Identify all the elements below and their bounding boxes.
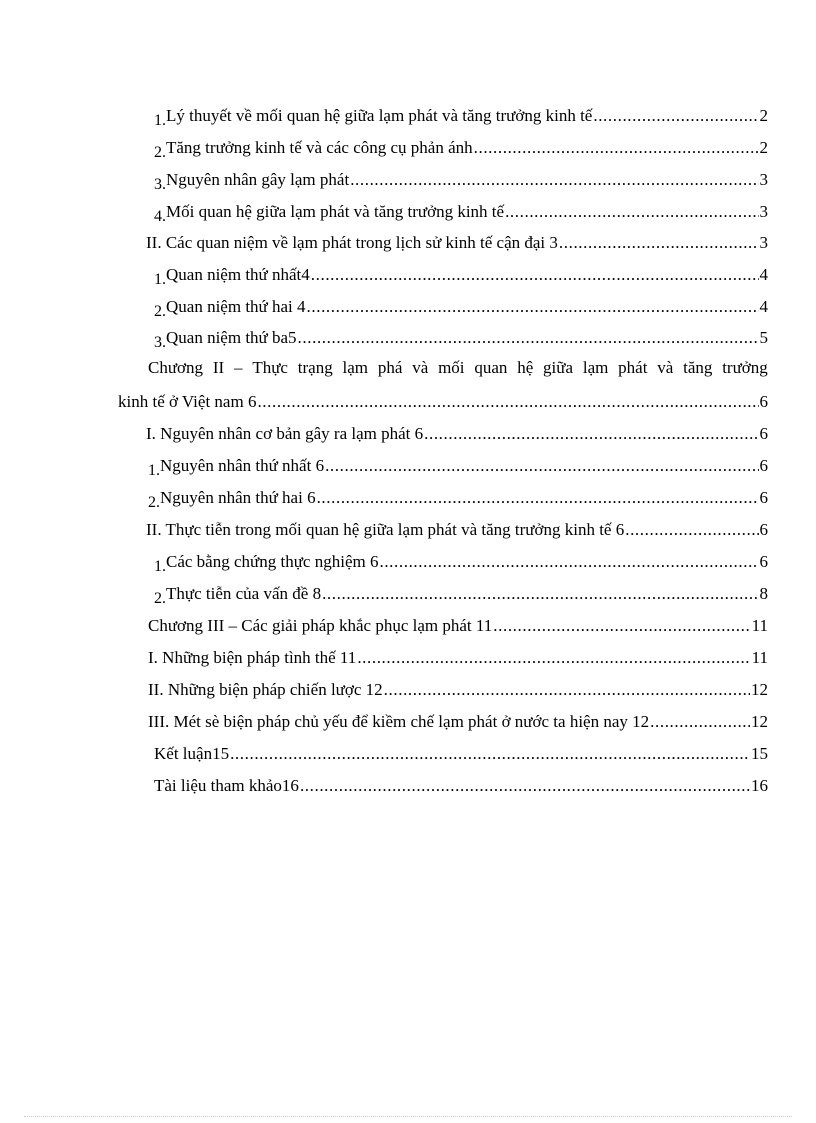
toc-entry[interactable] — [148, 680, 768, 700]
toc-entry-title: Lý thuyết về mối quan hệ giữa lạm phát và tăng trưởng kinh tế — [166, 106, 593, 125]
toc-entry-page: 15 — [751, 744, 768, 763]
toc-entry-title: Nguyên nhân gây lạm phát — [166, 170, 350, 189]
toc-dot-leader — [593, 106, 758, 126]
toc-entry-title: Mối quan hệ giữa lạm phát và tăng trưởng kinh tế — [166, 202, 505, 221]
toc-dot-leader — [505, 202, 758, 222]
toc-entry-number: 1. — [154, 112, 166, 129]
toc-dot-leader — [230, 744, 750, 764]
toc-entry-number: 3. — [154, 334, 166, 351]
toc-dot-leader — [357, 648, 750, 668]
toc-dot-leader — [625, 520, 758, 540]
toc-entry[interactable] — [148, 456, 768, 479]
toc-entry-title: Nguyên nhân thứ nhất 6 — [160, 456, 325, 475]
toc-dot-leader — [325, 456, 758, 476]
toc-dot-leader — [650, 712, 750, 732]
toc-entry-page: 11 — [751, 616, 768, 635]
toc-word: tăng — [683, 358, 713, 377]
toc-word: Chương — [148, 358, 204, 377]
toc-entry-page: 6 — [759, 424, 768, 443]
toc-word: hệ — [517, 358, 534, 377]
toc-entry-title: I. Những biện pháp tình thế 11 — [148, 648, 357, 667]
toc-entry-page: 3 — [759, 202, 768, 221]
toc-entry[interactable] — [154, 265, 768, 288]
toc-entry[interactable] — [154, 552, 768, 575]
toc-entry[interactable] — [154, 776, 768, 796]
toc-word: II — [212, 358, 225, 377]
toc-entry-number: 1. — [154, 558, 166, 575]
toc-entry[interactable] — [146, 233, 768, 253]
toc-word: quan — [474, 358, 508, 377]
toc-entry-page: 6 — [759, 520, 768, 539]
toc-entry-number: 1. — [148, 462, 160, 479]
toc-dot-leader — [322, 584, 758, 604]
toc-entry-title: Các bằng chứng thực nghiệm 6 — [166, 552, 379, 571]
toc-entry[interactable] — [154, 584, 768, 607]
toc-word: giữa — [543, 358, 574, 377]
toc-entry-page: 6 — [759, 488, 768, 507]
toc-entry-page: 5 — [759, 328, 768, 347]
toc-entry-title: II. Các quan niệm về lạm phát trong lịch sử kinh tế cận đại 3 — [146, 233, 558, 252]
toc-word: trạng — [297, 358, 333, 377]
toc-entry-number: 2. — [154, 303, 166, 320]
toc-dot-leader — [424, 424, 758, 444]
toc-dot-leader — [307, 297, 759, 317]
toc-word: lạm — [582, 358, 609, 377]
toc-entry-title: I. Nguyên nhân cơ bản gây ra lạm phát 6 — [146, 424, 424, 443]
toc-entry-number: 3. — [154, 176, 166, 193]
toc-entry-title: II. Những biện pháp chiến lược 12 — [148, 680, 383, 699]
toc-entry[interactable] — [154, 138, 768, 161]
toc-entry-number: 1. — [154, 271, 166, 288]
toc-entry-title: Thực tiễn của vấn đề 8 — [166, 584, 322, 603]
toc-entry[interactable] — [148, 648, 768, 668]
toc-entry-title: Quan niệm thứ hai 4 — [166, 297, 306, 316]
toc-entry-title: II. Thực tiễn trong mối quan hệ giữa lạm phát và tăng trưởng kinh tế 6 — [146, 520, 625, 539]
toc-entry-page: 6 — [759, 456, 768, 475]
toc-entry[interactable] — [148, 488, 768, 511]
toc-entry-number: 2. — [148, 494, 160, 511]
toc-entry-page: 16 — [751, 776, 768, 795]
toc-entry-justified-line[interactable] — [148, 358, 768, 378]
toc-word: phá — [377, 358, 403, 377]
toc-entry-title: kinh tế ở Việt nam 6 — [118, 392, 257, 411]
toc-entry[interactable] — [154, 170, 768, 193]
toc-entry[interactable] — [154, 106, 768, 129]
toc-word: và — [657, 358, 674, 377]
toc-entry-number: 2. — [154, 590, 166, 607]
toc-dot-leader — [311, 265, 759, 285]
toc-entry-number: 4. — [154, 208, 166, 225]
toc-entry-page: 2 — [759, 106, 768, 125]
toc-entry-page: 2 — [759, 138, 768, 157]
toc-word: phát — [618, 358, 648, 377]
toc-entry[interactable] — [154, 328, 768, 351]
toc-entry-number: 2. — [154, 144, 166, 161]
toc-entry[interactable] — [154, 202, 768, 225]
toc-dot-leader — [384, 680, 750, 700]
toc-dot-leader — [350, 170, 758, 190]
toc-entry[interactable] — [154, 744, 768, 764]
toc-entry-page: 6 — [759, 392, 768, 411]
toc-entry-page: 12 — [751, 680, 768, 699]
toc-entry-page: 8 — [759, 584, 768, 603]
toc-dot-leader — [493, 616, 750, 636]
toc-entry-page: 12 — [751, 712, 768, 731]
toc-dot-leader — [300, 776, 750, 796]
toc-entry-title: Nguyên nhân thứ hai 6 — [160, 488, 316, 507]
toc-word: lạm — [342, 358, 369, 377]
toc-entry[interactable] — [148, 712, 768, 732]
toc-entry-title: Tài liệu tham khảo16 — [154, 776, 299, 795]
toc-entry-page: 4 — [759, 297, 768, 316]
toc-entry-title: Tăng trưởng kinh tế và các công cụ phản ánh — [166, 138, 473, 157]
page-bottom-border — [24, 1116, 792, 1117]
toc-entry[interactable] — [146, 520, 768, 540]
toc-word: – — [234, 358, 243, 377]
toc-entry-title: III. Mét sè biện pháp chủ yếu để kiềm chế lạm phát ở nước ta hiện nay 12 — [148, 712, 650, 731]
toc-entry[interactable] — [154, 297, 768, 320]
toc-entry-page: 3 — [759, 170, 768, 189]
toc-entry-title: Quan niệm thứ nhất4 — [166, 265, 310, 284]
toc-dot-leader — [379, 552, 758, 572]
toc-word: và — [412, 358, 429, 377]
toc-entry-page: 3 — [759, 233, 768, 252]
toc-dot-leader — [559, 233, 759, 253]
toc-dot-leader — [474, 138, 759, 158]
toc-word: Thực — [252, 358, 288, 377]
toc-dot-leader — [317, 488, 759, 508]
toc-entry-page: 11 — [751, 648, 768, 667]
toc-entry-title: Quan niệm thứ ba5 — [166, 328, 297, 347]
toc-word: trưởng — [722, 358, 768, 377]
toc-entry-page: 4 — [759, 265, 768, 284]
toc-entry-title: Chương III – Các giải pháp khắc phục lạm phát 11 — [148, 616, 493, 635]
toc-entry-title: Kết luận15 — [154, 744, 230, 763]
toc-entry[interactable] — [118, 392, 768, 412]
toc-entry[interactable] — [146, 424, 768, 444]
toc-word: mối — [438, 358, 465, 377]
toc-dot-leader — [257, 392, 758, 412]
toc-dot-leader — [298, 328, 759, 348]
toc-entry[interactable] — [148, 616, 768, 636]
toc-entry-page: 6 — [759, 552, 768, 571]
